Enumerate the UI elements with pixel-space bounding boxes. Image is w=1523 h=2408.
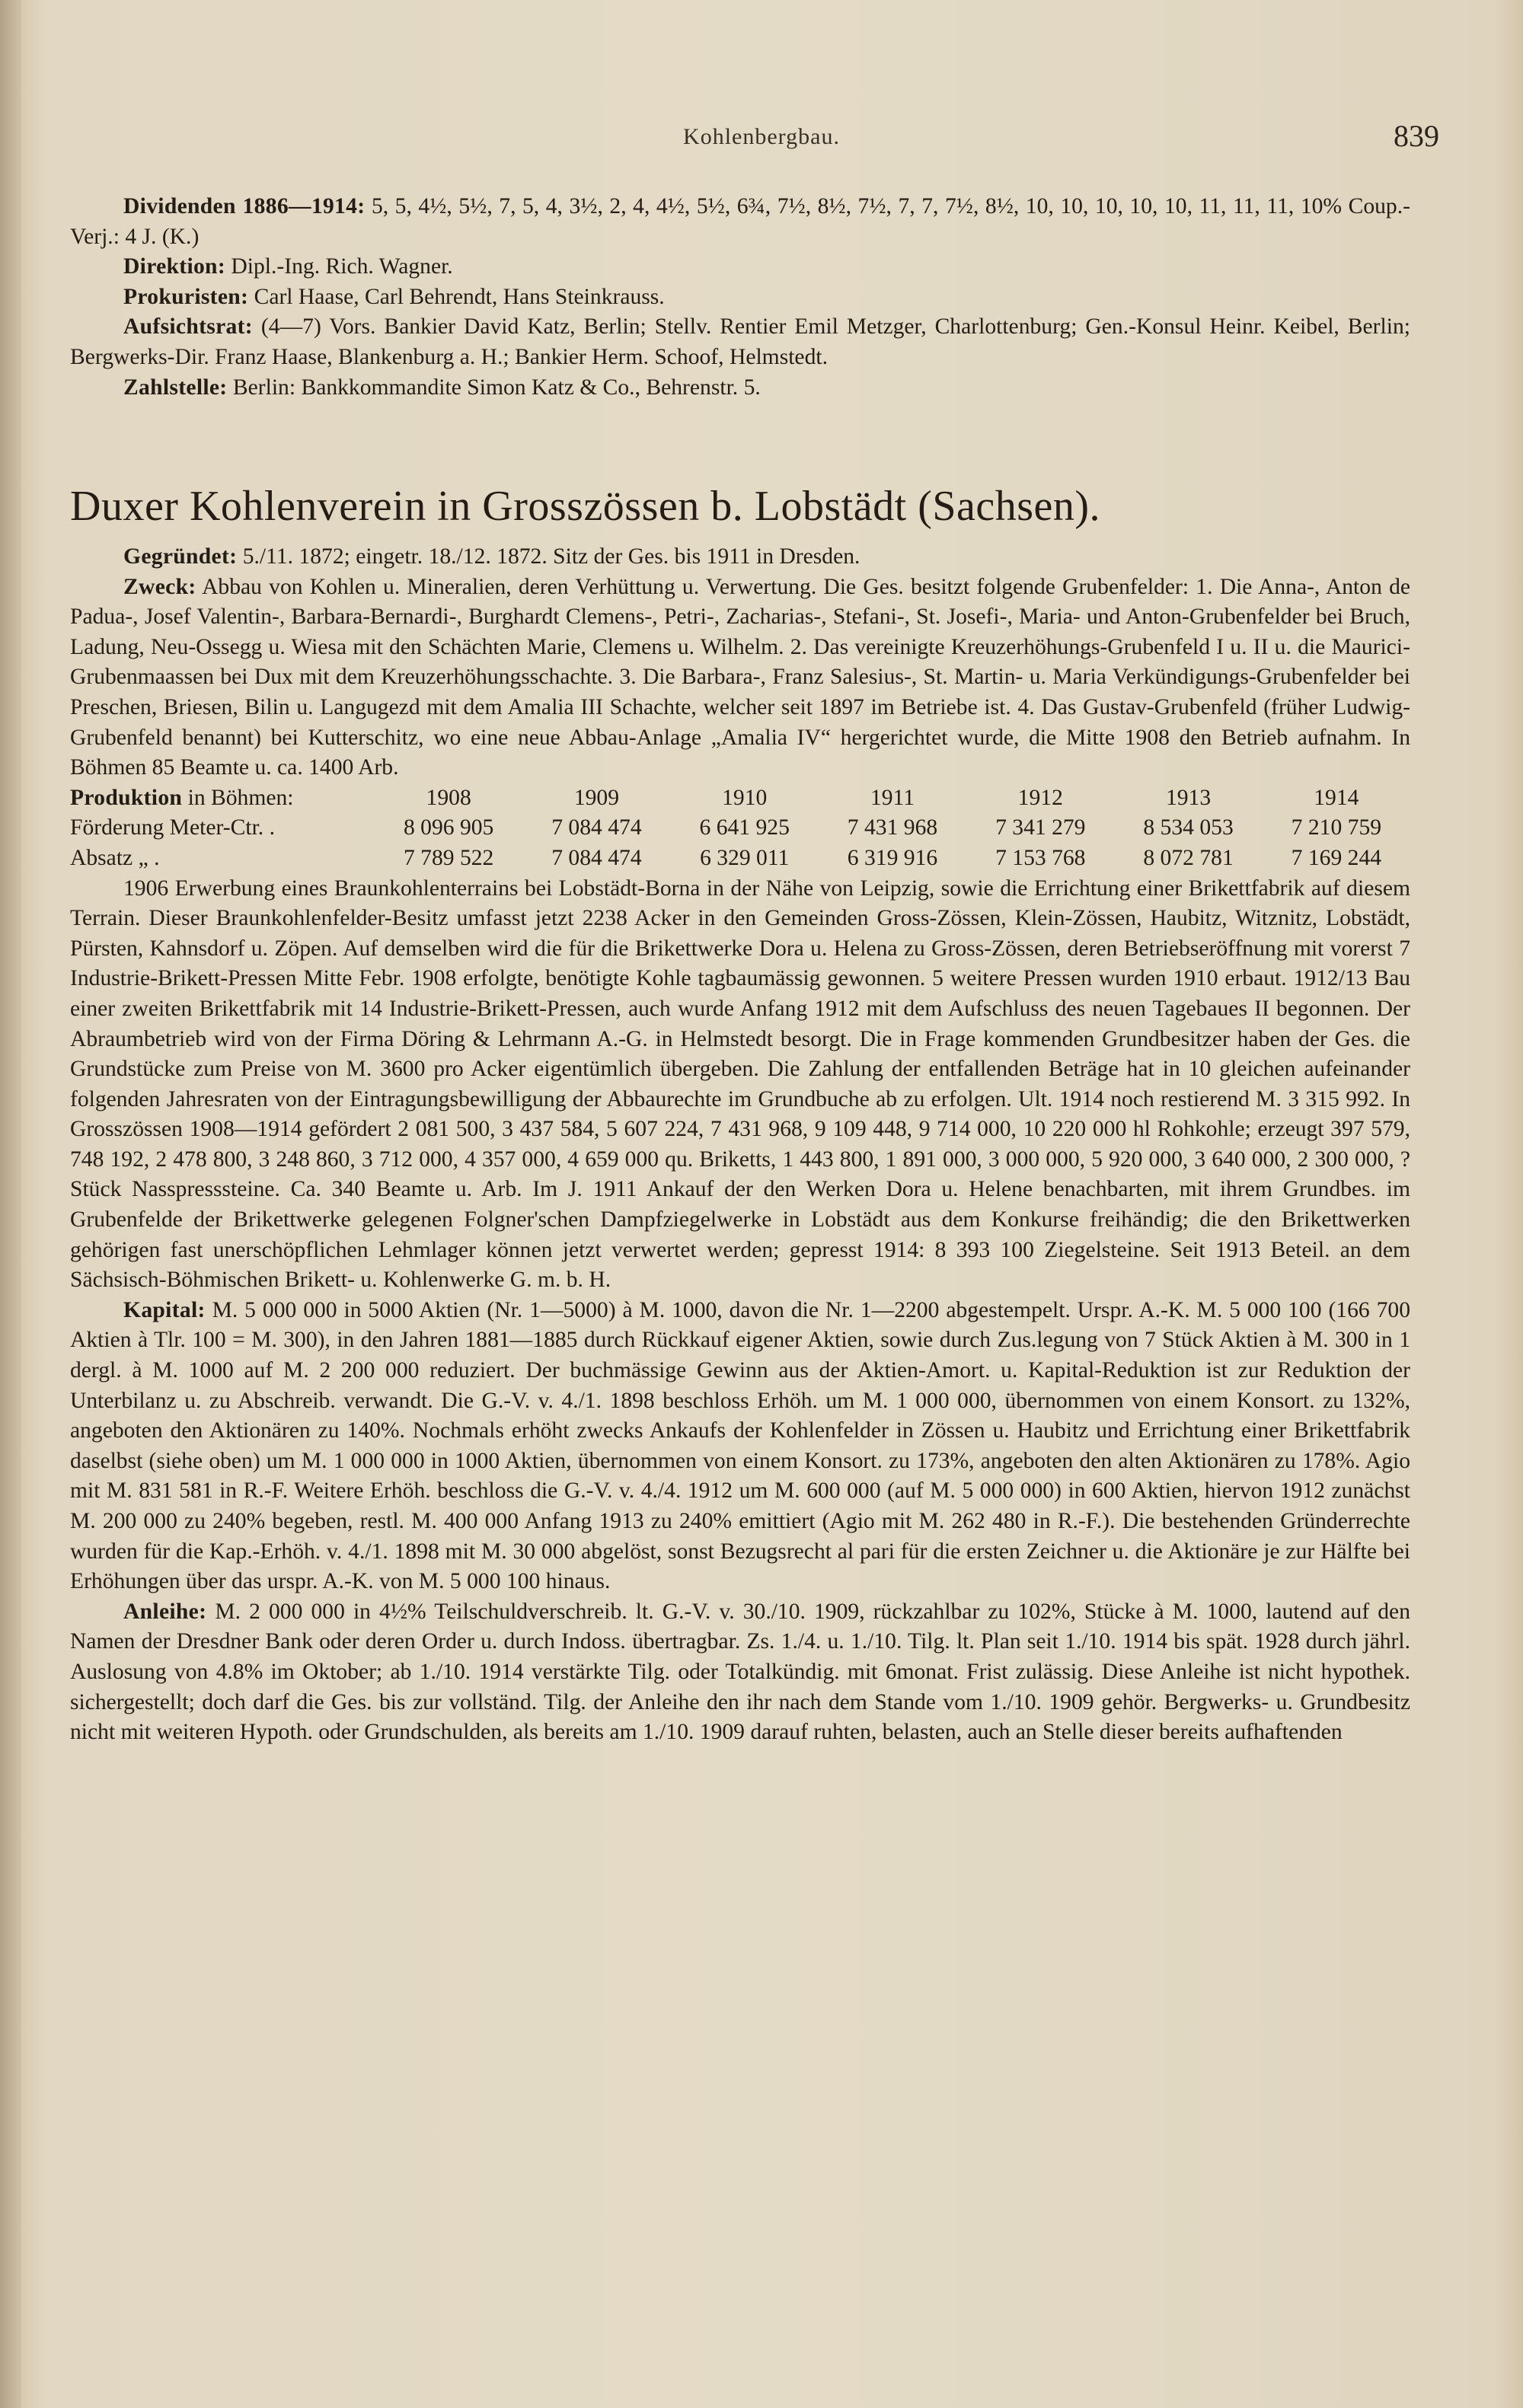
zahlstelle-text: Berlin: Bankkommandite Simon Katz & Co., Behrenstr. 5. [232,375,761,400]
section-title: Kohlenbergbau. [683,124,840,149]
production-header-row [70,783,1410,814]
prokuristen-label: Prokuristen: [123,284,249,309]
aufsichtsrat-label: Aufsichtsrat: [123,314,253,340]
produktion-intro: in Böhmen: [187,785,294,810]
table-cell: 7 153 768 [995,845,1086,870]
table-cell: 6 641 925 [699,815,790,840]
prokuristen-paragraph [70,282,1410,313]
year-header: 1913 [1165,785,1212,810]
table-cell: 7 169 244 [1291,845,1382,870]
year-header: 1910 [722,785,768,810]
year-header: 1912 [1017,785,1063,810]
running-header [0,118,1523,164]
zweck-text: Abbau von Kohlen u. Mineralien, deren Verhüttung u. Verwertung. Die Ges. besitzt folgende Grubenfelder: 1. Die Anna-, Anton de Padua-, Josef Valentin-, Barbara-Bernardi-, Burghardt Clemens-, Petri-, Zacharias-, Stefani-, St. Josefi-, Maria- und Anton-Grubenfelder bei Bruch, Ladung, Neu-Ossegg u. Wiesa mit den Schächten Marie, Clemens u. Wilhelm. 2. Das vereinigte Kreuzerhöhungs-Grubenfeld I u. II u. die Maurici-Grubenmaassen bei Dux mit dem Kreuzerhöhungsschachte. 3. Die Barbara-, Franz Salesius-, St. Martin- u. Maria Verkündigungs-Grubenfelder bei Preschen, Briesen, Bilin u. Langugezd mit dem Amalia III Schachte, welcher seit 1897 im Betriebe ist. 4. Das Gustav-Grubenfeld (früher Ludwig-Grubenfeld benannt) bei Kutterschitz, wo eine neue Abbau-Anlage „Amalia IV“ hergerichtet wurde, die Mitte 1908 den Betrieb aufnahm. In Böhmen 85 Beamte u. ca. 1400 Arb. [70,574,1410,780]
table-cell: 6 329 011 [700,845,790,870]
zweck-label: Zweck: [123,574,196,599]
dividenden-text: 5, 5, 4½, 5½, 7, 5, 4, 3½, 2, 4, 4½, 5½, 6¾, 7½, 8½, 7½, 7, 7, 7½, 8½, 10, 10, 10, 10, 10, 11, 11, 11, 10% Coup.-Verj.: 4 J. (K.) [70,194,1410,249]
aufsichtsrat-paragraph [70,312,1410,372]
year-header: 1909 [573,785,620,810]
zahlstelle-label: Zahlstelle: [123,375,228,400]
table-cell: 8 534 053 [1143,815,1234,840]
production-table [70,783,1410,874]
zahlstelle-paragraph [70,373,1410,403]
gegruendet-label: Gegründet: [123,544,238,569]
table-cell: 7 084 474 [551,845,642,870]
gegruendet-paragraph [70,542,1410,572]
direktion-label: Direktion: [123,254,225,279]
produktion-text: 1906 Erwerbung eines Braunkohlenterrains bei Lobstädt-Borna in der Nähe von Leipzig, sowie die Errichtung einer Brikettfabrik auf diesem Terrain. Dieser Braunkohlenfelder-Besitz umfasst jetzt 2238 Acker in den Gemeinden Gross-Zössen, Klein-Zössen, Haubitz, Witznitz, Lobstädt, Pürsten, Kahnsdorf u. Zöpen. Auf demselben wird die für die Brikettwerke Dora u. Helena zu Gross-Zössen, deren Betriebseröffnung mit vorerst 7 Industrie-Brikett-Pressen Mitte Febr. 1908 erfolgte, benötigte Kohle tagbaumässig gewonnen. 5 weitere Pressen wurden 1910 erbaut. 1912/13 Bau einer zweiten Brikettfabrik mit 14 Industrie-Brikett-Pressen, auch wurde Anfang 1912 mit dem Aufschluss des neuen Tagebaues II begonnen. Der Abraumbetrieb wird von der Firma Döring & Lehrmann A.-G. in Helmstedt besorgt. Die in Frage kommenden Grundbesitzer haben der Ges. die Grundstücke zum Preise von M. 3600 pro Acker eigentümlich übergeben. Die Zahlung der entfallenden Beträge hat in 10 gleichen aufeinander folgenden Jahresraten von der Eintragungsbewilligung der Abbaurechte im Grundbuche ab zu erfolgen. Ult. 1914 noch restierend M. 3 315 992. In Grosszössen 1908—1914 gefördert 2 081 500, 3 437 584, 5 607 224, 7 431 968, 9 109 448, 9 714 000, 10 220 000 hl Rohkohle; erzeugt 397 579, 748 192, 2 478 800, 3 248 860, 3 712 000, 4 357 000, 4 659 000 qu. Briketts, 1 443 800, 1 891 000, 3 000 000, 5 920 000, 3 640 000, 2 300 000, ? Stück Nasspresssteine. Ca. 340 Beamte u. Arb. Im J. 1911 Ankauf der den Werken Dora u. Helene benachbarten, mit ihrem Grundbes. im Grubenfelde der Brikettwerke gelegenen Folgner'schen Dampfziegelwerke in Lobstädt aus dem Konkurse freihändig; die den Brikettwerken gehörigen fast unerschöpflichen Lehmlager können jetzt verwertet werden; gepresst 1914: 8 393 100 Ziegelsteine. Seit 1913 Beteil. an dem Sächsisch-Böhmischen Brikett- u. Kohlenwerke G. m. b. H. [70,875,1410,1293]
year-header: 1914 [1314,785,1359,810]
table-cell: 7 210 759 [1291,815,1382,840]
table-cell: 6 319 916 [847,845,938,870]
produktion-label: Produktion [70,785,183,810]
dividenden-paragraph [70,192,1410,252]
table-cell: 7 789 522 [403,845,494,870]
table-row [70,844,1410,874]
aufsichtsrat-text: (4—7) Vors. Bankier David Katz, Berlin; Stellv. Rentier Emil Metzger, Charlottenburg; Gen.-Konsul Heinr. Keibel, Berlin; Bergwerks-Dir. Franz Haase, Blankenburg a. H.; Bankier Herm. Schoof, Helmstedt. [70,314,1410,369]
dividenden-label: Dividenden 1886—1914: [123,194,366,218]
table-row [70,813,1410,844]
kapital-text: M. 5 000 000 in 5000 Aktien (Nr. 1—5000) à M. 1000, davon die Nr. 1—2200 abgestempelt. Urspr. A.-K. M. 5 000 100 (166 700 Aktien à Tlr. 100 = M. 300), in den Jahren 1881—1885 durch Rückkauf eigener Aktien, sowie durch Zus.legung von 7 Stück Aktien à M. 300 in 1 dergl. à M. 1000 auf M. 2 200 000 reduziert. Der buchmässige Gewinn aus der Aktien-Amort. u. Kapital-Reduktion ist zur Reduktion der Unterbilanz u. zu Abschreib. verwandt. Die G.-V. v. 4./1. 1898 beschloss Erhöh. um M. 1 000 000, übernommen von einem Konsort. zu 132%, angeboten den Aktionären zu 140%. Nochmals erhöht zwecks Ankaufs der Kohlenfelder in Zössen u. Haubitz und Errichtung einer Brikettfabrik daselbst (siehe oben) um M. 1 000 000 in 1000 Aktien, übernommen von einem Konsort. zu 173%, angeboten den alten Aktionären zu 178%. Agio mit M. 831 581 in R.-F. Weitere Erhöh. beschloss die G.-V. v. 4./4. 1912 um M. 600 000 (auf M. 5 000 000) in 600 Aktien, hiervon 1912 zunächst M. 200 000 zu 240% begeben, restl. M. 400 000 Anfang 1913 zu 240% emittiert (Agio mit M. 262 480 in R.-F.). Die bestehenden Gründerrechte wurden für die Kap.-Erhöh. v. 4./1. 1898 mit M. 30 000 abgelöst, sonst Bezugsrecht al pari für die ersten Zeichner u. die Aktionäre je zur Hälfte bei Erhöhungen über das urspr. A.-K. von M. 5 000 100 hinaus. [70,1297,1410,1594]
year-header: 1911 [870,785,915,810]
kapital-label: Kapital: [123,1297,206,1322]
company-section [70,542,1410,1748]
previous-company-section [70,192,1410,403]
page-edge-shadow [0,0,21,2408]
table-cell: 7 084 474 [551,815,642,840]
zweck-paragraph [70,572,1410,783]
page-number: 839 [1394,119,1439,153]
table-cell: 7 341 279 [995,815,1086,840]
row-label: Absatz „ . [70,845,160,870]
direktion-paragraph [70,252,1410,282]
anleihe-paragraph [70,1597,1410,1748]
production-heading-cell [70,783,375,814]
anleihe-label: Anleihe: [123,1599,207,1624]
row-label: Förderung Meter-Ctr. . [70,815,275,840]
table-cell: 8 072 781 [1143,845,1234,870]
anleihe-text: M. 2 000 000 in 4½% Teilschuldverschreib. lt. G.-V. v. 30./10. 1909, rückzahlbar zu 102%, Stücke à M. 1000, lautend auf den Namen der Dresdner Bank oder deren Order u. durch Indoss. übertragbar. Zs. 1./4. u. 1./10. Tilg. lt. Plan seit 1./10. 1914 bis spät. 1928 durch jährl. Auslosung von 4.8% im Oktober; ab 1./10. 1914 verstärkte Tilg. oder Totalkündig. mit 6monat. Frist zulässig. Diese Anleihe ist nicht hypothek. sichergestellt; doch darf die Ges. bis zur vollständ. Tilg. der Anleihe den ihr nach dem Stande vom 1./10. 1909 gehör. Bergwerks- u. Grundbesitz nicht mit weiteren Hypoth. oder Grundschulden, als bereits am 1./10. 1909 darauf ruhten, belasten, auch an Stelle dieser bereits aufhaftenden [70,1599,1410,1745]
kapital-paragraph [70,1296,1410,1597]
prokuristen-text: Carl Haase, Carl Behrendt, Hans Steinkrauss. [254,284,665,309]
table-cell: 8 096 905 [403,815,494,840]
direktion-text: Dipl.-Ing. Rich. Wagner. [231,254,453,279]
company-heading: Duxer Kohlenverein in Grosszössen b. Lobstädt (Sachsen). [70,483,1101,530]
year-header: 1908 [426,785,471,810]
gegruendet-text: 5./11. 1872; eingetr. 18./12. 1872. Sitz der Ges. bis 1911 in Dresden. [242,544,860,569]
table-cell: 7 431 968 [847,815,938,840]
produktion-paragraph [70,874,1410,1296]
